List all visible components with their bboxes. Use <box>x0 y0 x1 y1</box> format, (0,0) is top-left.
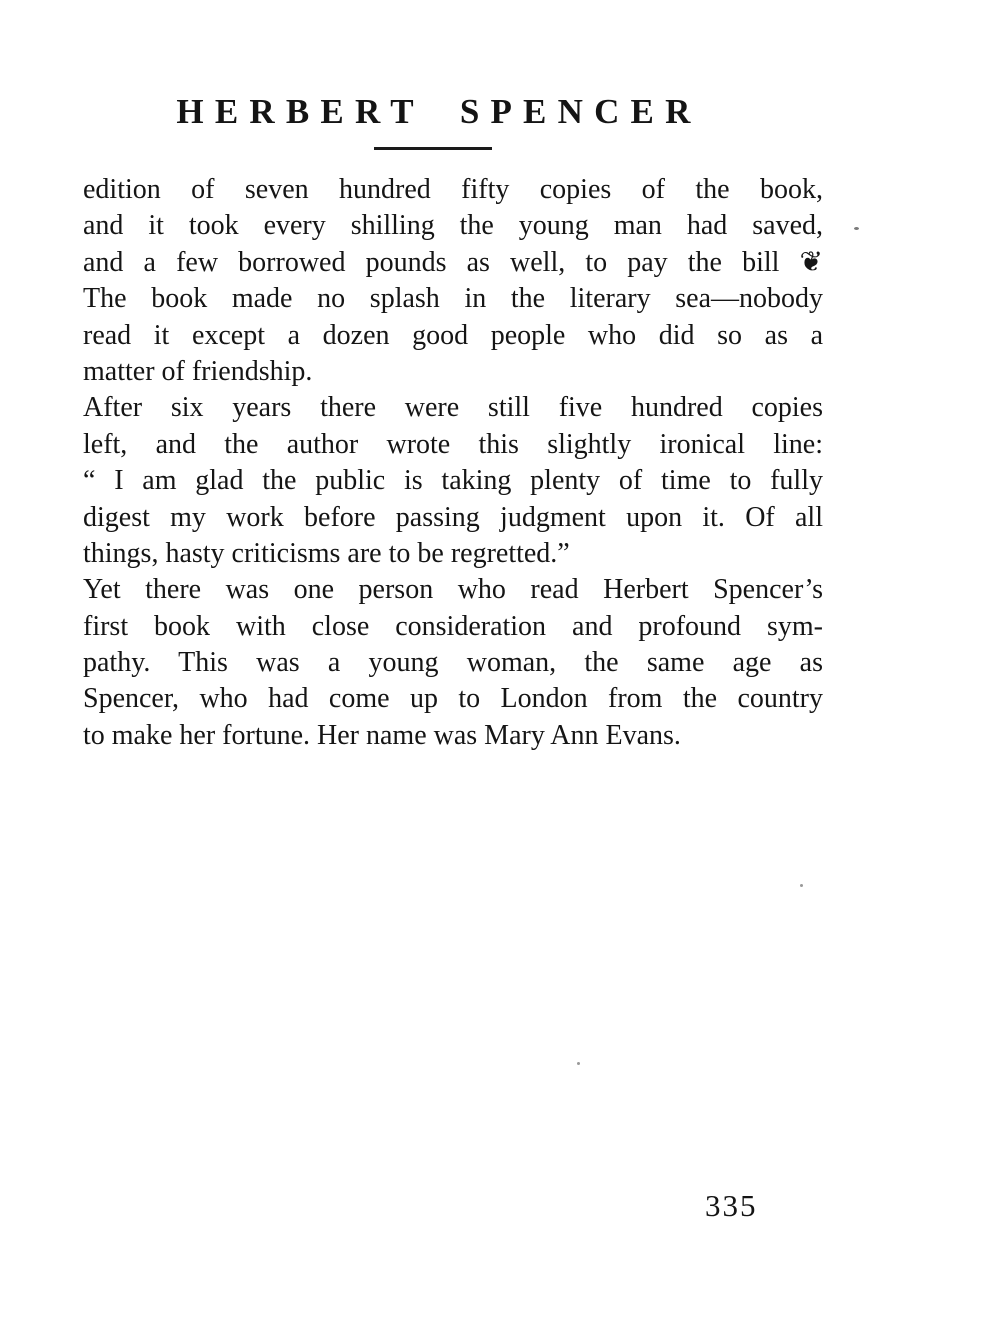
text-line: “ I am glad the public is taking plenty of time to fully <box>83 465 823 497</box>
text-line: edition of seven hundred fifty copies of the book, <box>83 174 823 205</box>
body-text-block <box>83 172 823 754</box>
page-title: HERBERT SPENCER <box>176 92 702 131</box>
text-line: read it except a dozen good people who did so as a <box>83 319 823 351</box>
text-line: and a few borrowed pounds as well, to pay the bill ❦ <box>83 246 823 278</box>
scan-speck <box>854 227 859 230</box>
text-line-paragraph-end: things, hasty criticisms are to be regretted.” <box>83 537 570 569</box>
text-line: digest my work before passing judgment upon it. Of all <box>83 501 823 533</box>
text-line: Spencer, who had come up to London from the country <box>83 683 823 715</box>
title-divider-rule <box>374 147 492 150</box>
text-line-paragraph-end: matter of friendship. <box>83 355 313 387</box>
text-line: and it took every shilling the young man had saved, <box>83 210 823 242</box>
page-number: 335 <box>705 1188 758 1223</box>
text-line: left, and the author wrote this slightly ironical line: <box>83 428 823 460</box>
text-line: first book with close consideration and profound sym- <box>83 610 823 642</box>
text-line: pathy. This was a young woman, the same age as <box>83 647 823 679</box>
text-line: The book made no splash in the literary sea—nobody <box>83 283 823 315</box>
scan-speck <box>577 1062 580 1065</box>
page-header <box>83 92 823 150</box>
text-line-paragraph-end: to make her fortune. Her name was Mary Ann Evans. <box>83 719 681 751</box>
scan-speck <box>800 884 803 887</box>
text-line: Yet there was one person who read Herbert Spencer’s <box>83 574 823 606</box>
text-line: After six years there were still five hundred copies <box>83 392 823 424</box>
